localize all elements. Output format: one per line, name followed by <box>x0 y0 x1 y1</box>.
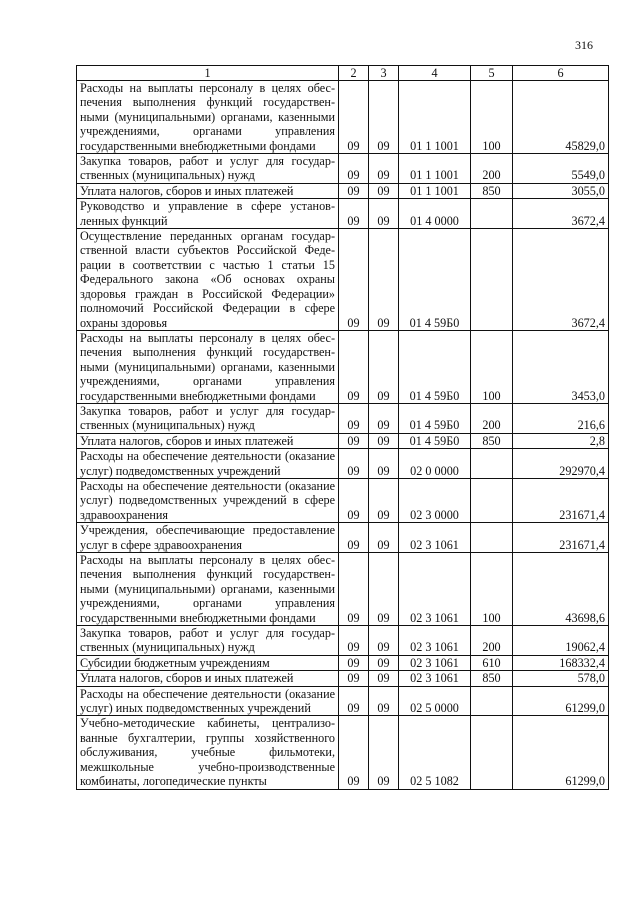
budget-table <box>76 65 609 790</box>
row-description: Закупка товаров, работ и услуг для государственных (муниципальных) нужд <box>77 403 339 433</box>
row-subsection: 09 <box>369 671 399 686</box>
row-expense-type: 100 <box>471 553 513 626</box>
row-description: Учебно-методические кабинеты, централизованные бухгалтерии, группы хозяйственного обслуживания, учебные фильмотеки, межшкольные учебно-производственные комбинаты, логопедические пункты <box>77 716 339 789</box>
row-description: Расходы на выплаты персоналу в целях обеспечения выполнения функций государственными (муниципальными) органами, казенными учреждениями, органами управления государственными внебюджетными фондами <box>77 81 339 154</box>
row-description: Закупка товаров, работ и услуг для государственных (муниципальных) нужд <box>77 626 339 656</box>
row-section: 09 <box>339 154 369 184</box>
table-row <box>77 330 609 403</box>
row-section: 09 <box>339 81 369 154</box>
row-description: Руководство и управление в сфере установленных функций <box>77 199 339 229</box>
row-description: Расходы на обеспечение деятельности (оказание услуг) подведомственных учреждений в сфере здравоохранения <box>77 478 339 522</box>
row-amount: 5549,0 <box>513 154 609 184</box>
table-row <box>77 449 609 479</box>
table-row <box>77 686 609 716</box>
row-target-article: 01 1 1001 <box>399 81 471 154</box>
row-amount: 19062,4 <box>513 626 609 656</box>
row-section: 09 <box>339 403 369 433</box>
table-header-row <box>77 66 609 81</box>
row-subsection: 09 <box>369 433 399 448</box>
row-section: 09 <box>339 671 369 686</box>
row-target-article: 02 3 1061 <box>399 523 471 553</box>
row-amount: 3055,0 <box>513 183 609 198</box>
row-amount: 2,8 <box>513 433 609 448</box>
row-description: Расходы на обеспечение деятельности (оказание услуг) иных подведомственных учреждений <box>77 686 339 716</box>
table-row <box>77 229 609 331</box>
table-row <box>77 183 609 198</box>
row-expense-type: 100 <box>471 330 513 403</box>
row-subsection: 09 <box>369 229 399 331</box>
row-amount: 3672,4 <box>513 229 609 331</box>
row-expense-type: 200 <box>471 626 513 656</box>
row-section: 09 <box>339 626 369 656</box>
row-amount: 43698,6 <box>513 553 609 626</box>
row-subsection: 09 <box>369 183 399 198</box>
row-amount: 61299,0 <box>513 716 609 789</box>
row-target-article: 01 4 0000 <box>399 199 471 229</box>
table-row <box>77 199 609 229</box>
row-section: 09 <box>339 478 369 522</box>
row-subsection: 09 <box>369 199 399 229</box>
row-description: Уплата налогов, сборов и иных платежей <box>77 433 339 448</box>
row-description: Расходы на выплаты персоналу в целях обеспечения выполнения функций государственными (муниципальными) органами, казенными учреждениями, органами управления государственными внебюджетными фондами <box>77 553 339 626</box>
row-amount: 3453,0 <box>513 330 609 403</box>
row-section: 09 <box>339 686 369 716</box>
table-body <box>77 81 609 790</box>
row-expense-type: 200 <box>471 154 513 184</box>
row-target-article: 02 3 1061 <box>399 626 471 656</box>
table-row <box>77 433 609 448</box>
row-expense-type: 610 <box>471 655 513 670</box>
row-description: Закупка товаров, работ и услуг для государственных (муниципальных) нужд <box>77 154 339 184</box>
row-amount: 45829,0 <box>513 81 609 154</box>
row-expense-type: 850 <box>471 671 513 686</box>
row-expense-type: 850 <box>471 433 513 448</box>
row-subsection: 09 <box>369 154 399 184</box>
row-target-article: 01 4 59Б0 <box>399 403 471 433</box>
row-amount: 3672,4 <box>513 199 609 229</box>
row-target-article: 02 3 1061 <box>399 671 471 686</box>
column-header-4: 4 <box>399 66 471 81</box>
row-section: 09 <box>339 523 369 553</box>
row-section: 09 <box>339 183 369 198</box>
row-expense-type <box>471 199 513 229</box>
table-row <box>77 626 609 656</box>
row-subsection: 09 <box>369 686 399 716</box>
row-description: Расходы на обеспечение деятельности (оказание услуг) подведомственных учреждений <box>77 449 339 479</box>
row-description: Уплата налогов, сборов и иных платежей <box>77 671 339 686</box>
row-expense-type <box>471 686 513 716</box>
row-subsection: 09 <box>369 81 399 154</box>
row-amount: 168332,4 <box>513 655 609 670</box>
row-section: 09 <box>339 330 369 403</box>
column-header-1: 1 <box>77 66 339 81</box>
row-subsection: 09 <box>369 626 399 656</box>
row-target-article: 02 5 0000 <box>399 686 471 716</box>
row-expense-type <box>471 229 513 331</box>
row-description: Расходы на выплаты персоналу в целях обеспечения выполнения функций государственными (муниципальными) органами, казенными учреждениями, органами управления государственными внебюджетными фондами <box>77 330 339 403</box>
row-subsection: 09 <box>369 523 399 553</box>
table-row <box>77 716 609 789</box>
column-header-5: 5 <box>471 66 513 81</box>
row-expense-type <box>471 716 513 789</box>
row-amount: 578,0 <box>513 671 609 686</box>
table-row <box>77 553 609 626</box>
row-amount: 61299,0 <box>513 686 609 716</box>
row-subsection: 09 <box>369 716 399 789</box>
table-row <box>77 81 609 154</box>
table-row <box>77 403 609 433</box>
row-target-article: 02 3 1061 <box>399 655 471 670</box>
table-row <box>77 655 609 670</box>
row-expense-type <box>471 523 513 553</box>
row-subsection: 09 <box>369 449 399 479</box>
row-subsection: 09 <box>369 330 399 403</box>
row-amount: 292970,4 <box>513 449 609 479</box>
row-expense-type <box>471 449 513 479</box>
row-target-article: 02 5 1082 <box>399 716 471 789</box>
row-target-article: 01 4 59Б0 <box>399 229 471 331</box>
row-subsection: 09 <box>369 655 399 670</box>
row-target-article: 01 4 59Б0 <box>399 330 471 403</box>
row-description: Уплата налогов, сборов и иных платежей <box>77 183 339 198</box>
row-expense-type <box>471 478 513 522</box>
row-section: 09 <box>339 449 369 479</box>
row-amount: 231671,4 <box>513 478 609 522</box>
row-section: 09 <box>339 716 369 789</box>
row-section: 09 <box>339 199 369 229</box>
row-amount: 216,6 <box>513 403 609 433</box>
row-expense-type: 850 <box>471 183 513 198</box>
row-expense-type: 100 <box>471 81 513 154</box>
row-section: 09 <box>339 655 369 670</box>
table-row <box>77 478 609 522</box>
row-subsection: 09 <box>369 553 399 626</box>
row-target-article: 01 1 1001 <box>399 183 471 198</box>
row-section: 09 <box>339 229 369 331</box>
page-number: 316 <box>575 38 593 52</box>
row-subsection: 09 <box>369 403 399 433</box>
column-header-3: 3 <box>369 66 399 81</box>
row-target-article: 02 3 1061 <box>399 553 471 626</box>
row-expense-type: 200 <box>471 403 513 433</box>
table-row <box>77 671 609 686</box>
row-subsection: 09 <box>369 478 399 522</box>
row-section: 09 <box>339 553 369 626</box>
row-target-article: 01 4 59Б0 <box>399 433 471 448</box>
column-header-2: 2 <box>339 66 369 81</box>
column-header-6: 6 <box>513 66 609 81</box>
row-target-article: 02 0 0000 <box>399 449 471 479</box>
row-description: Осуществление переданных органам государственной власти субъектов Российской Федерации в соответствии с частью 1 статьи 15 Федерального закона «Об основах охраны здоровья граждан в Российской Федерации» полномочий Российской Федерации в сфере охраны здоровья <box>77 229 339 331</box>
row-description: Учреждения, обеспечивающие предоставление услуг в сфере здравоохранения <box>77 523 339 553</box>
row-description: Субсидии бюджетным учреждениям <box>77 655 339 670</box>
table-row <box>77 154 609 184</box>
row-target-article: 01 1 1001 <box>399 154 471 184</box>
row-target-article: 02 3 0000 <box>399 478 471 522</box>
table-row <box>77 523 609 553</box>
row-section: 09 <box>339 433 369 448</box>
row-amount: 231671,4 <box>513 523 609 553</box>
